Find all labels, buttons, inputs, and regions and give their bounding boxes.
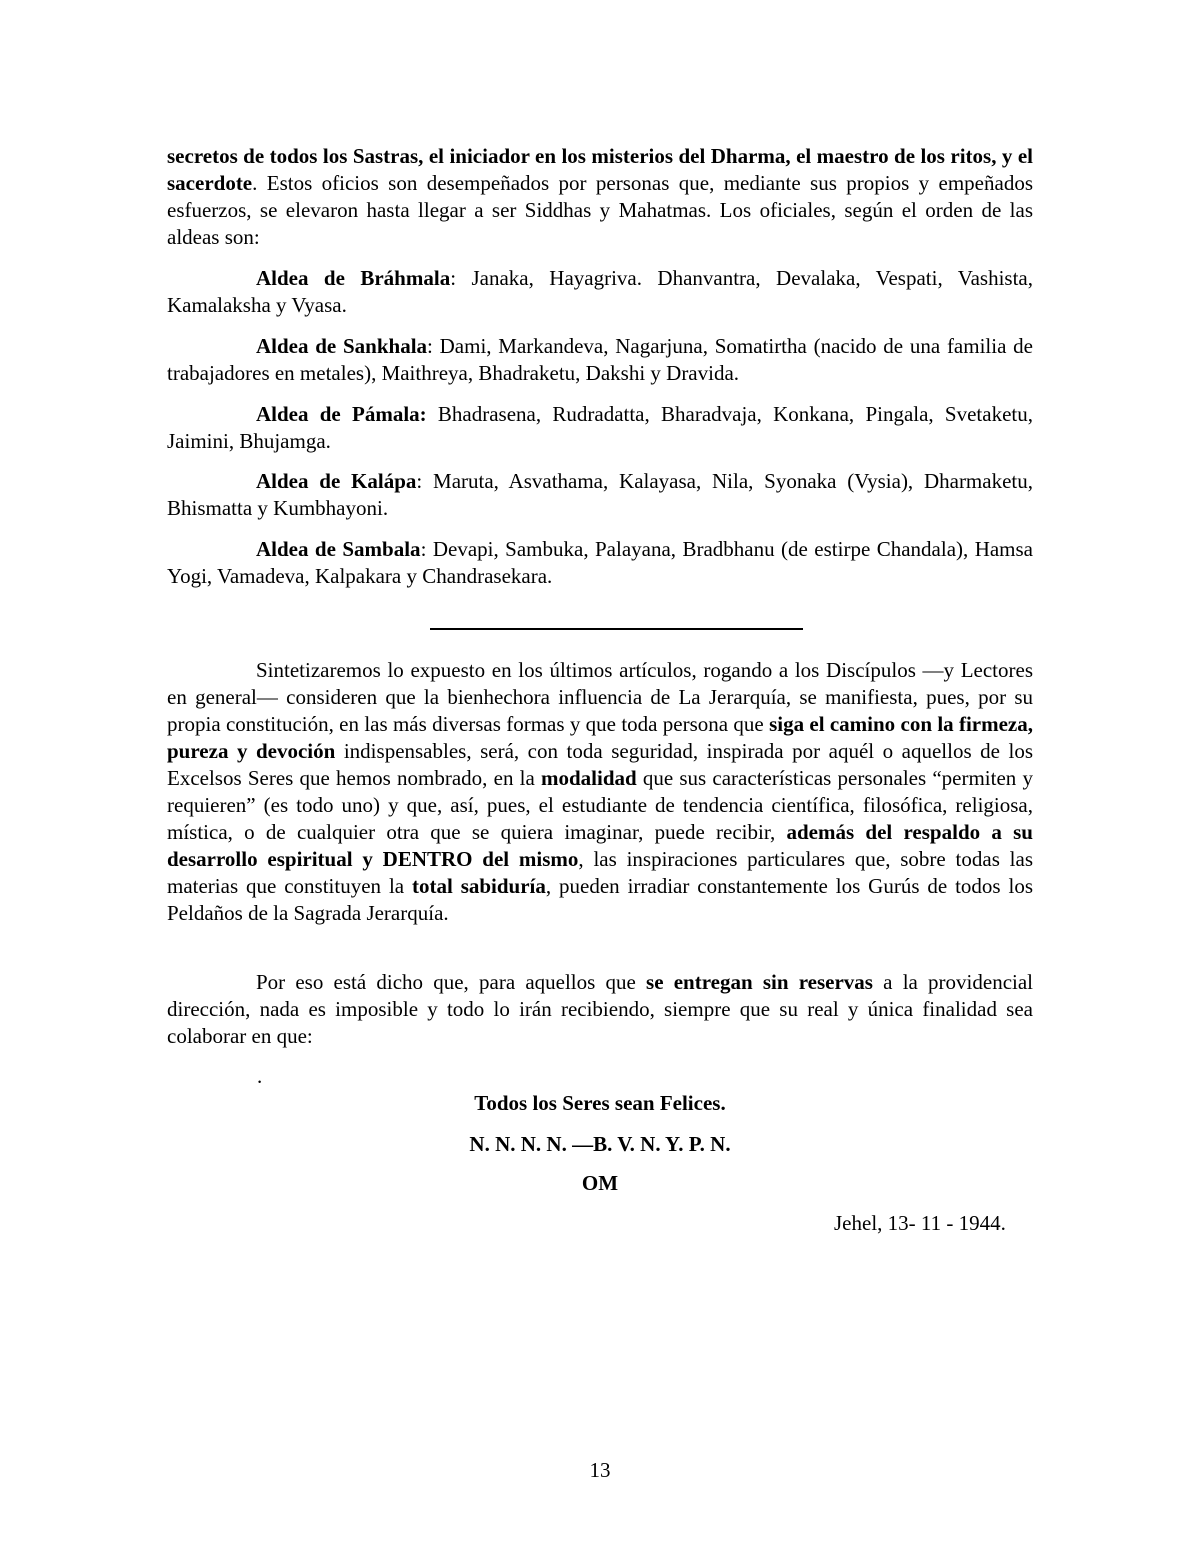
date-line: Jehel, 13- 11 - 1944. <box>834 1211 1006 1235</box>
village-sep: : <box>420 537 427 561</box>
page-number: 13 <box>589 1458 611 1482</box>
intro-paragraph <box>167 143 1033 251</box>
village-members: Devapi, Sambuka, Palayana, Bradbhanu (de estirpe Chandala), Hamsa Yogi, Vamadeva, Kalpakara y Chandrasekara. <box>167 537 1034 588</box>
synth-text: , las inspiraciones particulares que, sobre todas las materias que constituyen la <box>167 847 1033 898</box>
village-sep: : <box>427 334 433 358</box>
synthesis-paragraph <box>167 657 1033 927</box>
village-name: Aldea de Sambala <box>256 537 421 561</box>
section-divider <box>430 628 803 630</box>
village-members: Bhadrasena, Rudradatta, Bharadvaja, Konkana, Pingala, Svetaketu, Jaimini, Bhujamga. <box>167 402 1033 453</box>
village-members: Dami, Markandeva, Nagarjuna, Somatirtha (nacido de una familia de trabajadores en metales), Maithreya, Bhadraketu, Dakshi y Dravida. <box>167 334 1033 385</box>
closing-text: a la providencial dirección, nada es imposible y todo lo irán recibiendo, siempre que su real y única finalidad sea colaborar en que: <box>167 970 1033 1048</box>
village-name: Aldea de Sankhala <box>256 334 428 358</box>
synth-text: indispensables, será, con toda seguridad, inspirada por aquél o aquellos de los Excelsos Seres que hemos nombrado, en la <box>167 739 1033 790</box>
intro-bold: secretos de todos los Sastras, el iniciador en los misterios del Dharma, el maestro de los ritos, y el sacerdote <box>167 144 1033 195</box>
village-pamala <box>167 401 1033 455</box>
closing-text: Por eso está dicho que, para aquellos que <box>256 970 647 994</box>
synth-bold: además del respaldo a su desarrollo espiritual y DENTRO del mismo <box>167 820 1033 871</box>
village-name: Aldea de Kalápa <box>256 469 417 493</box>
village-name: Aldea de Pámala: <box>256 402 427 426</box>
village-sambala <box>167 536 1033 590</box>
synth-bold: siga el camino con la firmeza, pureza y devoción <box>167 712 1034 763</box>
stray-dot: . <box>257 1064 263 1088</box>
synth-bold: modalidad <box>540 766 637 790</box>
intro-text: . Estos oficios son desempeñados por personas que, mediante sus propios y empeñados esfuerzos, se elevaron hasta llegar a ser Siddhas y Mahatmas. Los oficiales, según el orden de las aldeas son: <box>167 171 1033 249</box>
om-mantra: OM <box>581 1171 619 1195</box>
village-name: Aldea de Bráhmala <box>256 266 451 290</box>
village-members: Maruta, Asvathama, Kalayasa, Nila, Syonaka (Vysia), Dharmaketu, Bhismatta y Kumbhayoni. <box>167 469 1033 520</box>
village-sankhala <box>167 333 1033 387</box>
synth-text: , pueden irradiar constantemente los Gurús de todos los Peldaños de la Sagrada Jerarquía. <box>167 874 1033 925</box>
initials: N. N. N. N. —B. V. N. Y. P. N. <box>469 1132 731 1156</box>
village-sep: : <box>450 266 457 290</box>
closing-paragraph <box>167 969 1033 1050</box>
village-brahmala <box>167 265 1033 319</box>
synth-text: que sus características personales “permiten y requieren” (es todo uno) y que, así, pues, el estudiante de tendencia científica, filosófica, religiosa, mística, o de cualquier otra que se quiera imaginar, puede recibir, <box>167 766 1033 844</box>
village-kalapa <box>167 468 1033 522</box>
village-sep: : <box>416 469 423 493</box>
closing-bold: se entregan sin reservas <box>646 970 873 994</box>
village-members: Janaka, Hayagriva. Dhanvantra, Devalaka, Vespati, Vashista, Kamalaksha y Vyasa. <box>167 266 1033 317</box>
synth-bold: total sabiduría <box>411 874 546 898</box>
synth-text: Sintetizaremos lo expuesto en los últimos artículos, rogando a los Discípulos —y Lectores en general— consideren que la bienhechora influencia de La Jerarquía, se manifiesta, pues, por su propia constitución, en las más diversas formas y que toda persona que <box>167 658 1033 736</box>
blessing: Todos los Seres sean Felices. <box>474 1091 726 1115</box>
